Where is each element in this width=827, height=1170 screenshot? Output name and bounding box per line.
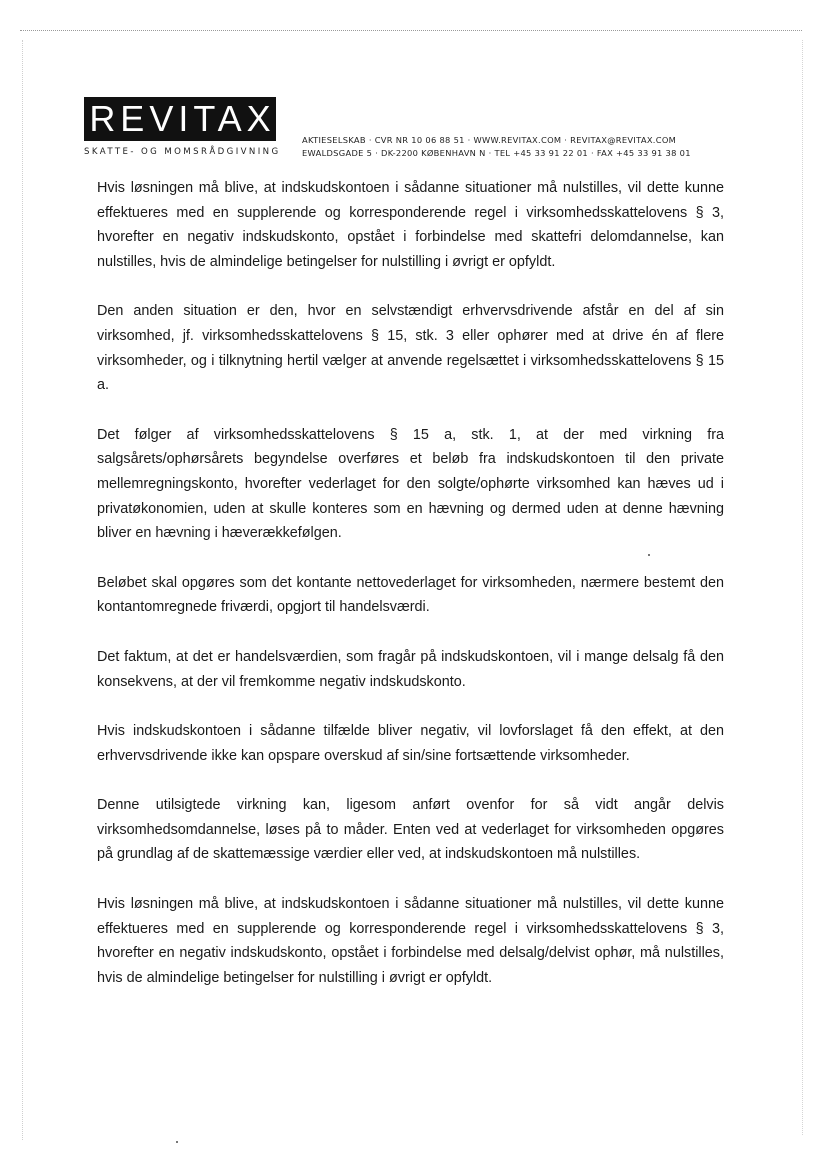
paragraph: Hvis indskudskontoen i sådanne tilfælde bliver negativ, vil lovforslaget få den effekt, at den erhvervsdrivende ikke kan opspare overskud af sin/sine fortsættende virksomheder. [97, 723, 724, 764]
scan-edge-left [22, 40, 23, 1140]
paragraph: Det faktum, at det er handelsværdien, som fragår på indskudskontoen, vil i mange delsalg få den konsekvens, at der vil fremkomme negativ indskudskonto. [97, 648, 724, 690]
paragraph: Den anden situation er den, hvor en selvstændigt erhvervsdrivende afstår en del af sin virksomhed, jf. virksomhedsskattelovens § 15, stk. 3 eller ophører med at drive én af flere virksomheder, og i tilknytning hertil vælger at anvende regelsættet i virksomhedsskattelovens § 15 a. [97, 303, 724, 394]
company-logo: REVITAX [84, 97, 276, 141]
paragraph: Hvis løsningen må blive, at indskudskontoen i sådanne situationer må nulstilles, vil dette kunne effektueres med en supplerende og korresponderende regel i virksomhedsskattelovens § 3, hvorefter en negativ indskudskonto, opstået i forbindelse med skattefri delomdannelse, kan nulstilles, hvis de almindelige betingelser for nulstilling i øvrigt er opfyldt. [97, 180, 724, 270]
paragraph: Hvis løsningen må blive, at indskudskontoen i sådanne situationer må nulstilles, vil dette kunne effektueres med en supplerende og korresponderende regel i virksomhedsskattelovens § 3, hvorefter en negativ indskudskonto, opstået i forbindelse med delsalg/delvist ophør, må nulstilles, hvis de almindelige betingelser for nulstilling i øvrigt er opfyldt. [97, 896, 724, 986]
paragraph: Det følger af virksomhedsskattelovens § 15 a, stk. 1, at der med virkning fra salgsårets/ophørsårets begyndelse overføres et beløb fra indskudskontoen til den private mellemregningskonto, hvorefter vederlaget for den solgte/ophørte virksomhed kan hæves ud i privatøkonomien, uden at skulle konteres som en hævning og dermed uden at denne hævning bliver en hævning i hæverækkefølgen. [97, 426, 724, 542]
contact-line-1: AKTIESELSKAB · CVR NR 10 06 88 51 · WWW.REVITAX.COM · REVITAX@REVITAX.COM [302, 135, 677, 145]
company-tagline: SKATTE- OG MOMSRÅDGIVNING [84, 147, 281, 157]
scan-speck [176, 1141, 178, 1143]
scan-edge-right [802, 40, 803, 1135]
scan-edge-top [20, 30, 802, 31]
scan-speck [648, 554, 650, 556]
contact-line-2: EWALDSGADE 5 · DK-2200 KØBENHAVN N · TEL +45 33 91 22 01 · FAX +45 33 91 38 01 [302, 148, 691, 158]
document-body [97, 176, 724, 1015]
paragraph: Beløbet skal opgøres som det kontante nettovederlaget for virksomheden, nærmere bestemt den kontantomregnede friværdi, opgjort til handelsværdi. [97, 574, 724, 616]
paragraph: Denne utilsigtede virkning kan, ligesom anført ovenfor for så vidt angår delvis virksomhedsomdannelse, løses på to måder. Enten ved at vederlaget for virksomheden opgøres på grundlag af de skattemæssige værdier eller ved, at indskudskontoen må nulstilles. [97, 797, 724, 863]
